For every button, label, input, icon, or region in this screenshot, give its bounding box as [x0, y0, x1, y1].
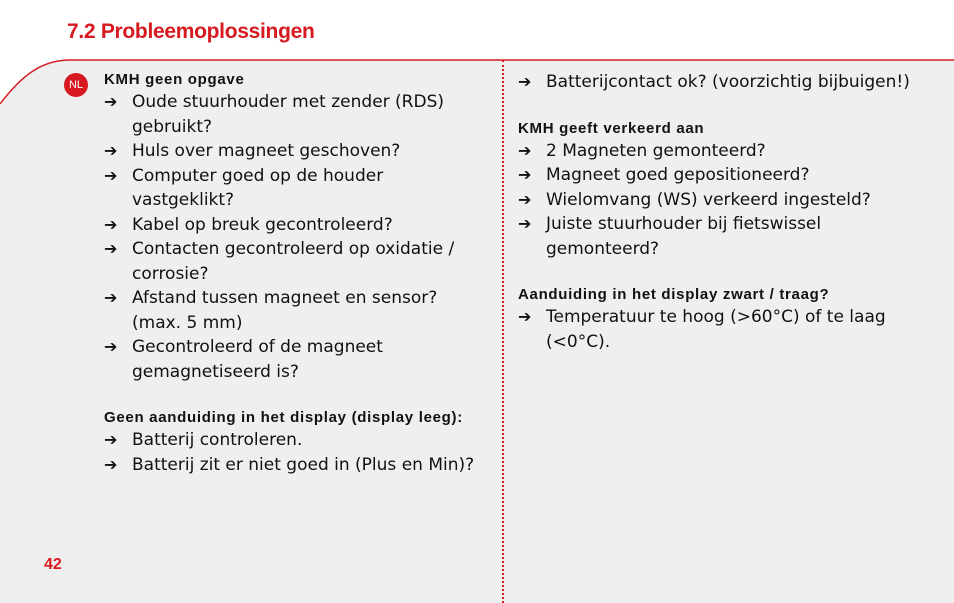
- list-item: [104, 139, 484, 164]
- list-item: [518, 305, 918, 354]
- language-badge: NL: [64, 73, 88, 97]
- arrow-right-icon: ➔: [104, 141, 118, 160]
- list-item: [104, 428, 484, 453]
- arrow-right-icon: ➔: [518, 140, 532, 160]
- checklist: [518, 305, 918, 354]
- arrow-right-icon: ➔: [518, 189, 532, 209]
- section-heading: Geen aanduiding in het display (display leeg):: [104, 409, 463, 426]
- arrow-right-icon: ➔: [104, 454, 118, 474]
- list-item: [104, 90, 484, 139]
- section-heading: Aanduiding in het display zwart / traag?: [518, 286, 830, 303]
- section-batterijcontact: [518, 70, 918, 95]
- checklist: [104, 428, 484, 477]
- list-item: [104, 286, 484, 335]
- checklist: [518, 70, 918, 95]
- list-item-text: Wielomvang (WS) verkeerd ingesteld?: [546, 189, 871, 210]
- arrow-right-icon: ➔: [518, 214, 532, 233]
- list-item-text: Oude stuurhouder met zender (RDS) gebruikt?: [132, 92, 445, 137]
- list-item: [518, 70, 918, 95]
- list-item: [104, 237, 484, 286]
- list-item: [518, 163, 918, 188]
- section-kmh-geen-opgave: [104, 70, 484, 384]
- section-heading: KMH geen opgave: [104, 71, 245, 88]
- page-title: 7.2 Probleemoplossingen: [67, 20, 315, 43]
- list-item-text: Temperatuur te hoog (>60°C) of te laag (<0°C).: [546, 307, 886, 352]
- arrow-right-icon: ➔: [518, 307, 532, 326]
- list-item-text: Contacten gecontroleerd op oxidatie / corrosie?: [132, 239, 455, 284]
- list-item: [518, 139, 918, 164]
- list-item-text: Computer goed op de houder vastgeklikt?: [132, 165, 384, 210]
- list-item-text: Kabel op breuk gecontroleerd?: [132, 214, 393, 235]
- section-display-zwart: [518, 285, 918, 354]
- list-item-text: 2 Magneten gemonteerd?: [546, 140, 766, 161]
- section-heading: KMH geeft verkeerd aan: [518, 119, 705, 137]
- list-item-text: Juiste stuurhouder bij fietswissel gemonteerd?: [546, 214, 822, 259]
- page-number: 42: [44, 556, 62, 573]
- list-item: [518, 188, 918, 213]
- list-item: [104, 335, 484, 384]
- arrow-right-icon: ➔: [104, 337, 118, 356]
- column-divider: [502, 60, 504, 603]
- right-column: [518, 70, 918, 378]
- list-item-text: Afstand tussen magneet en sensor? (max. 5 mm): [132, 288, 438, 333]
- arrow-right-icon: ➔: [104, 288, 118, 307]
- list-item-text: Batterij controleren.: [132, 430, 303, 450]
- checklist: [104, 90, 484, 384]
- checklist: [518, 139, 918, 262]
- list-item-text: Gecontroleerd of de magneet gemagnetiseerd is?: [132, 337, 383, 382]
- list-item-text: Huls over magneet geschoven?: [132, 141, 401, 161]
- list-item-text: Batterij zit er niet goed in (Plus en Min)?: [132, 454, 475, 475]
- arrow-right-icon: ➔: [518, 72, 532, 91]
- arrow-right-icon: ➔: [104, 92, 118, 111]
- arrow-right-icon: ➔: [104, 239, 118, 258]
- list-item: [104, 453, 484, 478]
- list-item: [518, 212, 918, 261]
- section-geen-aanduiding: [104, 408, 484, 477]
- arrow-right-icon: ➔: [104, 214, 118, 234]
- arrow-right-icon: ➔: [518, 165, 532, 184]
- left-column: [104, 70, 484, 501]
- list-item: [104, 213, 484, 238]
- arrow-right-icon: ➔: [104, 165, 118, 185]
- arrow-right-icon: ➔: [104, 430, 118, 449]
- list-item-text: Magneet goed gepositioneerd?: [546, 165, 810, 185]
- list-item-text: Batterijcontact ok? (voorzichtig bijbuigen!): [546, 72, 910, 92]
- section-kmh-verkeerd: [518, 119, 918, 262]
- list-item: [104, 164, 484, 213]
